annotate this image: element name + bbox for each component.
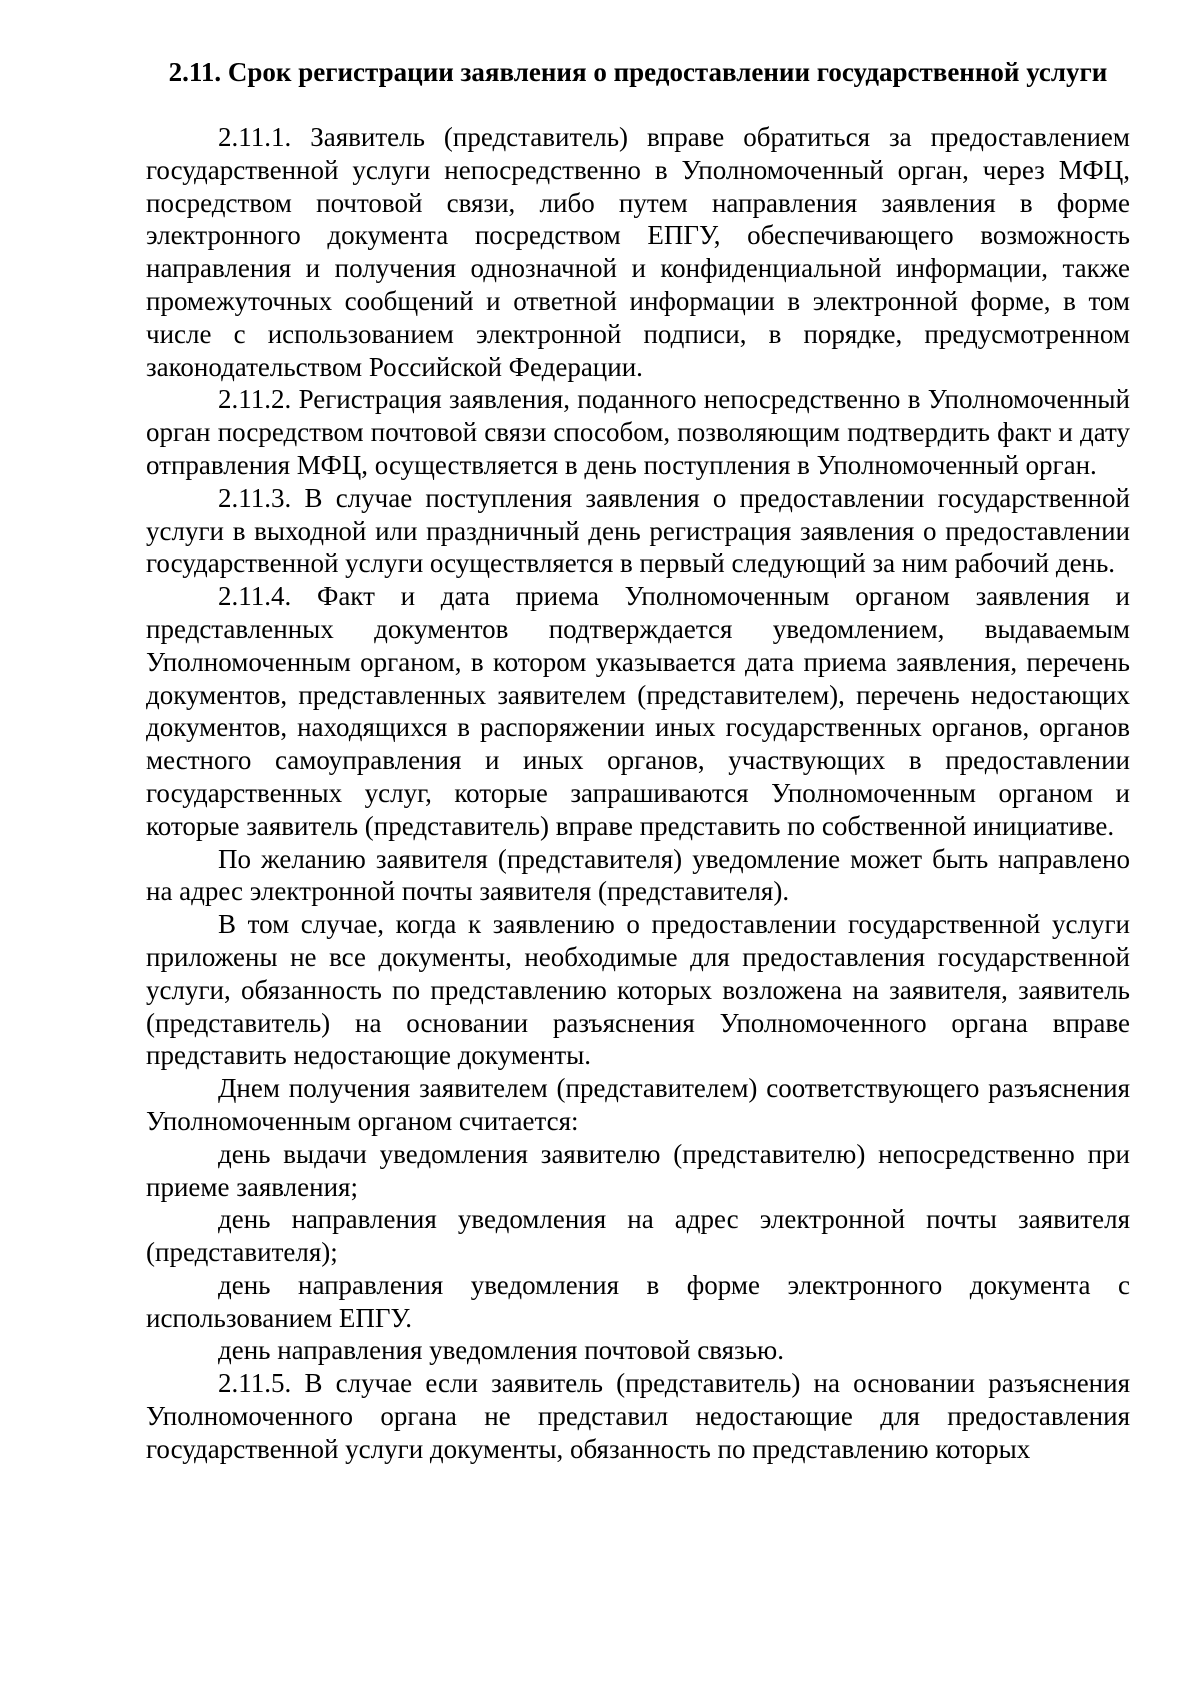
paragraph-missing-documents: В том случае, когда к заявлению о предоставлении государственной услуги приложены не все документы, необходимые для предоставления государственной услуги, обязанность по представлению которых возложена на заявителя, заявитель (представитель) на основании разъяснения Уполномоченного органа вправе представить недостающие документы.	[146, 909, 1130, 1071]
paragraph-2-11-2: 2.11.2. Регистрация заявления, поданного непосредственно в Уполномоченный орган посредством почтовой связи способом, позволяющим подтвердить факт и дату отправления МФЦ, осуществляется в день поступления в Уполномоченный орган.	[146, 384, 1130, 480]
list-item-epgu-day: день направления уведомления в форме электронного документа с использованием ЕПГУ.	[146, 1269, 1130, 1333]
paragraph-2-11-1: 2.11.1. Заявитель (представитель) вправе обратиться за предоставлением государственной услуги непосредственно в Уполномоченный орган, через МФЦ, посредством почтовой связи, либо путем направления заявления в форме электронного документа посредством ЕПГУ, обеспечивающего возможность направления и получения однозначной и конфиденциальной информации, также промежуточных сообщений и ответной информации в электронной форме, в том числе с использованием электронной подписи, в порядке, предусмотренном законодательством Российской Федерации.	[146, 122, 1130, 382]
document-body	[146, 56, 1130, 1466]
paragraph-email-notice: По желанию заявителя (представителя) уведомление может быть направлено на адрес электронной почты заявителя (представителя).	[146, 843, 1130, 907]
paragraph-2-11-3: 2.11.3. В случае поступления заявления о предоставлении государственной услуги в выходной или праздничный день регистрация заявления о предоставлении государственной услуги осуществляется в первый следующий за ним рабочий день.	[146, 482, 1130, 579]
paragraph-receipt-date: Днем получения заявителем (представителем) соответствующего разъяснения Уполномоченным органом считается:	[146, 1073, 1130, 1136]
list-item-email-day: день направления уведомления на адрес электронной почты заявителя (представителя);	[146, 1204, 1130, 1268]
paragraph-2-11-4: 2.11.4. Факт и дата приема Уполномоченным органом заявления и представленных документов подтверждается уведомлением, выдаваемым Уполномоченным органом, в котором указывается дата приема заявления, перечень документов, представленных заявителем (представителем), перечень недостающих документов, находящихся в распоряжении иных государственных органов, органов местного самоуправления и иных органов, участвующих в предоставлении государственных услуг, которые запрашиваются Уполномоченным органом и которые заявитель (представитель) вправе представить по собственной инициативе.	[146, 581, 1130, 841]
paragraph-2-11-5: 2.11.5. В случае если заявитель (представитель) на основании разъяснения Уполномоченного органа не представил недостающие для предоставления государственной услуги документы, обязанность по представлению которых	[146, 1368, 1130, 1464]
list-item-postal-day: день направления уведомления почтовой связью.	[218, 1335, 784, 1366]
section-heading: 2.11. Срок регистрации заявления о предоставлении государственной услуги	[168, 57, 1108, 87]
list-item-issue-day: день выдачи уведомления заявителю (представителю) непосредственно при приеме заявления;	[146, 1138, 1130, 1202]
